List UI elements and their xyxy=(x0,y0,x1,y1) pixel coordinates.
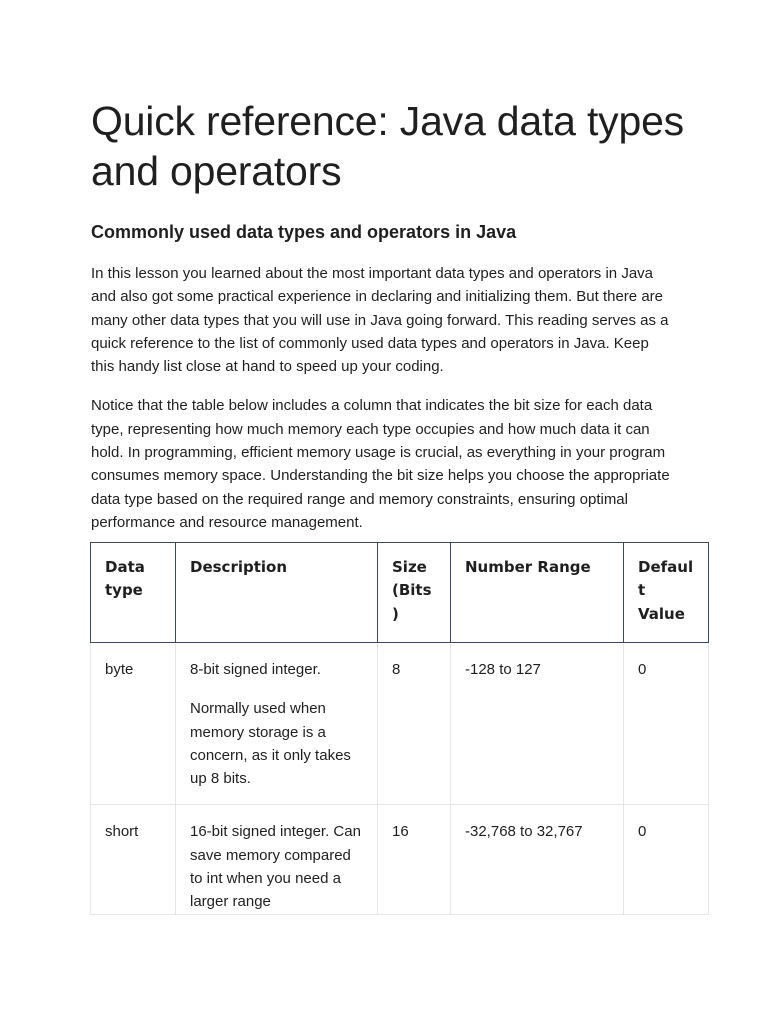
column-header-default-value: Default Value xyxy=(624,543,709,643)
cell-number-range: -128 to 127 xyxy=(451,643,624,805)
column-header-description: Description xyxy=(176,543,378,643)
description-line: 8-bit signed integer. xyxy=(190,661,321,678)
document-body xyxy=(91,96,691,534)
cell-description xyxy=(176,643,378,805)
description-line: Normally used when memory storage is a concern, as it only takes up 8 bits. xyxy=(190,700,351,788)
cell-size xyxy=(378,805,451,915)
cell-default-value-text: 0 xyxy=(638,823,647,841)
description-line: 16-bit signed integer. Can save memory compared to int when you need a larger range xyxy=(190,823,361,911)
column-header-data-type: Data type xyxy=(91,543,176,643)
data-types-table xyxy=(90,542,709,915)
cell-number-range xyxy=(451,805,624,915)
cell-data-type-text: short xyxy=(105,823,139,841)
bit-size-paragraph: Notice that the table below includes a column that indicates the bit size for each data type, representing how much memory each type occupies and how much data it can hold. In programming, efficient memory usage is crucial, as everything in your program consumes memory space. Understanding the bit size helps you choose the appropriate data type based on the required range and memory constraints, ensuring optimal performance and resource management. xyxy=(91,397,670,531)
column-header-number-range: Number Range xyxy=(451,543,624,643)
table-row xyxy=(91,805,709,915)
cell-default-value xyxy=(624,805,709,915)
page-title: Quick reference: Java data types and operators xyxy=(91,98,684,194)
cell-data-type: byte xyxy=(91,643,176,805)
column-header-size: Size (Bits) xyxy=(378,543,451,643)
cell-size-text: 16 xyxy=(392,823,409,841)
cell-number-range-text: -32,768 to 32,767 xyxy=(465,823,583,841)
intro-paragraph: In this lesson you learned about the most important data types and operators in Java and also got some practical experience in declaring and initializing them. But there are many other data types that you will use in Java going forward. This reading serves as a quick reference to the list of commonly used data types and operators in Java. Keep this handy list close at hand to speed up your coding. xyxy=(91,265,669,376)
cell-default-value: 0 xyxy=(624,643,709,805)
cell-description xyxy=(176,805,378,915)
cell-data-type xyxy=(91,805,176,915)
cell-size: 8 xyxy=(378,643,451,805)
table-header-row xyxy=(91,543,709,643)
table-row xyxy=(91,643,709,805)
section-heading: Commonly used data types and operators in Java xyxy=(91,222,517,242)
